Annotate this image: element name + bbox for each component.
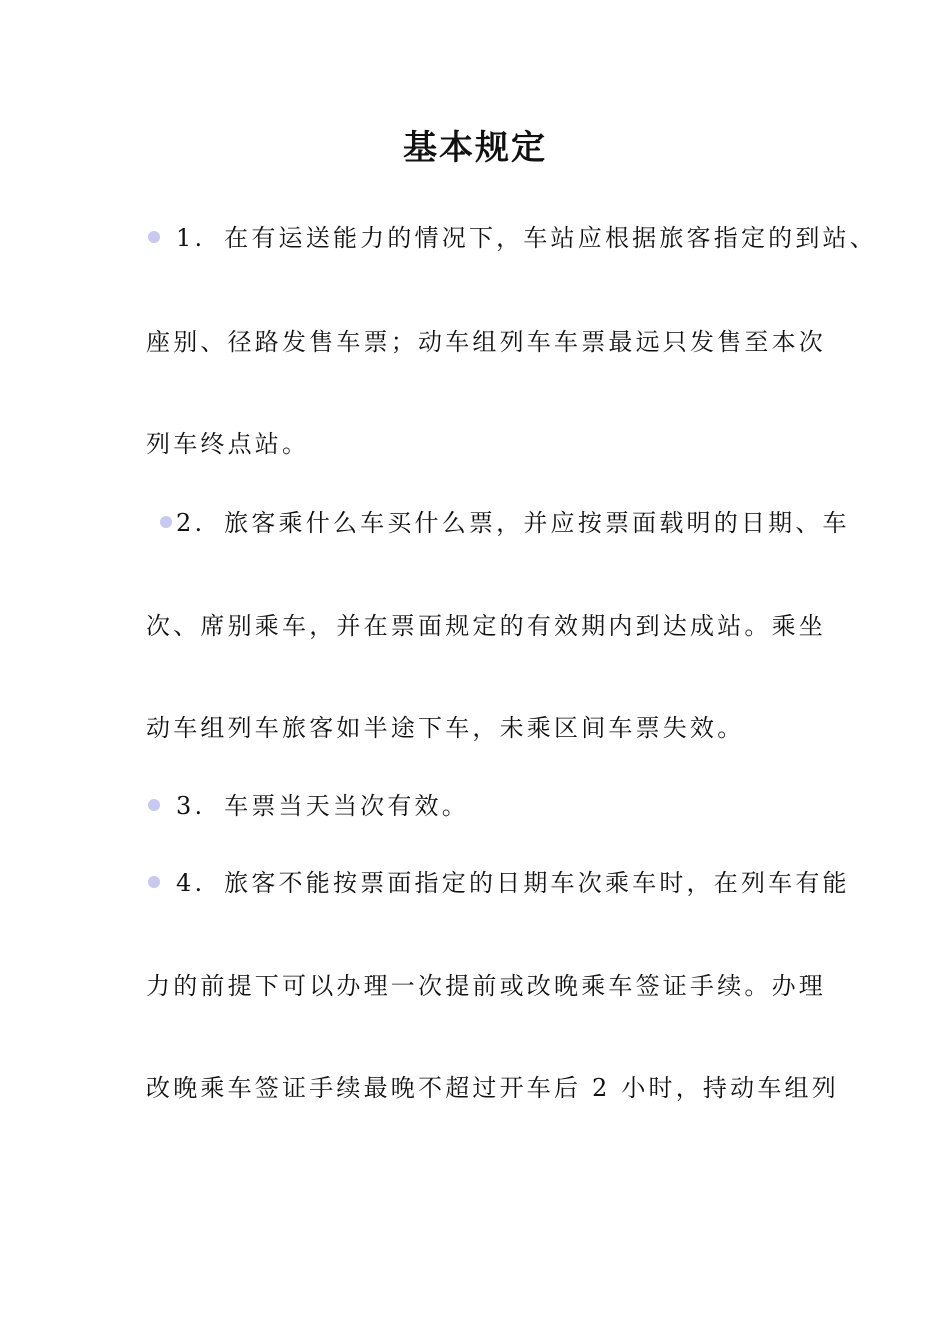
item-4-line-3: 改晚乘车签证手续最晚不超过开车后 2 小时，持动车组列 (146, 1074, 839, 1102)
bullet-icon (160, 516, 172, 528)
item-2-line-1 (176, 506, 850, 540)
bullet-icon (148, 231, 160, 243)
item-number: 2. (176, 509, 206, 537)
item-2-line-3: 动车组列车旅客如半途下车，未乘区间车票失效。 (146, 714, 745, 742)
item-1-line-3: 列车终点站。 (146, 430, 310, 458)
item-1-line-2: 座别、径路发售车票；动车组列车车票最远只发售至本次 (146, 328, 826, 356)
item-text: 车票当天当次有效。 (224, 792, 469, 820)
item-text: 旅客乘什么车买什么票，并应按票面载明的日期、车 (224, 509, 850, 537)
item-4-line-1 (176, 866, 850, 900)
document-title: 基本规定 (403, 128, 547, 168)
item-text: 在有运送能力的情况下，车站应根据旅客指定的到站、 (224, 224, 877, 252)
item-4-line-2: 力的前提下可以办理一次提前或改晚乘车签证手续。办理 (146, 972, 826, 1000)
item-number: 4. (176, 869, 206, 897)
item-number: 1. (176, 224, 206, 252)
item-1-line-1 (176, 221, 877, 255)
item-number: 3. (176, 792, 206, 820)
bullet-icon (148, 799, 160, 811)
item-2-line-2: 次、席别乘车，并在票面规定的有效期内到达成站。乘坐 (146, 612, 826, 640)
item-3-line-1 (176, 789, 469, 823)
bullet-icon (148, 876, 160, 888)
item-text: 旅客不能按票面指定的日期车次乘车时，在列车有能 (224, 869, 850, 897)
